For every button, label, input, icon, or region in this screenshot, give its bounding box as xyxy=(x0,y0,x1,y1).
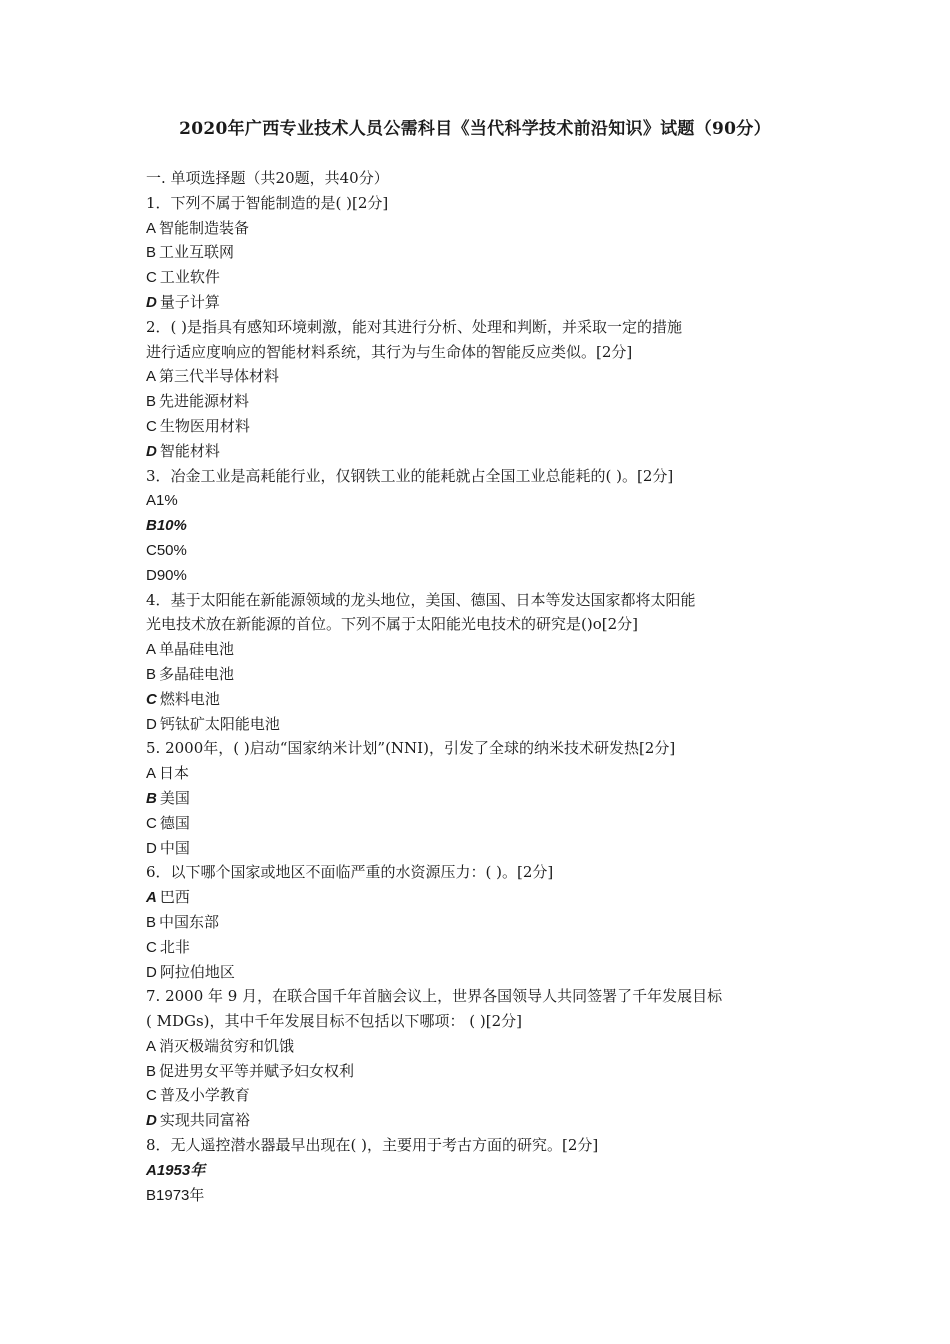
option-text: 生物医用材料 xyxy=(159,416,250,435)
question-8-option-a xyxy=(146,1158,816,1183)
question-6-text: 6．以下哪个国家或地区不面临严重的水资源压力：( )。[2分] xyxy=(146,863,554,882)
option-letter: D xyxy=(146,442,157,460)
question-4-option-d xyxy=(146,712,816,737)
option-letter: C xyxy=(146,1087,157,1105)
option-text: 工业软件 xyxy=(159,268,220,287)
option-text: 1% xyxy=(156,492,178,510)
option-letter: A xyxy=(146,492,157,510)
option-letter: C xyxy=(146,541,157,559)
question-5-text: 5. 2000年，( )启动“国家纳米计划”(NNI)，引发了全球的纳米技术研发热[2分] xyxy=(146,739,676,758)
option-letter: A xyxy=(146,765,157,783)
question-1-option-b xyxy=(146,240,816,265)
option-letter: A xyxy=(146,641,157,659)
option-letter: B xyxy=(146,1186,157,1204)
question-4-option-b xyxy=(146,662,816,687)
option-letter: B xyxy=(146,1062,157,1080)
option-text: 普及小学教育 xyxy=(159,1086,250,1105)
option-letter: D xyxy=(146,839,157,857)
option-text: 燃料电池 xyxy=(159,689,220,708)
option-text: 1973年 xyxy=(156,1186,205,1204)
option-letter: D xyxy=(146,715,157,733)
question-1-option-d xyxy=(146,290,816,315)
question-4-text: 4．基于太阳能在新能源领域的龙头地位，美国、德国、日本等发达国家都将太阳能 xyxy=(146,590,696,609)
option-letter: C xyxy=(146,814,157,832)
option-letter: A xyxy=(146,889,157,907)
option-letter: C xyxy=(146,938,157,956)
question-2-text: 进行适应度响应的智能材料系统，其行为与生命体的智能反应类似。[2分] xyxy=(146,342,633,361)
option-letter: D xyxy=(146,293,157,311)
option-text: 先进能源材料 xyxy=(159,392,250,411)
question-4-text: 光电技术放在新能源的首位。下列不属于太阳能光电技术的研究是()o[2分] xyxy=(146,615,638,634)
option-letter: A xyxy=(146,1161,157,1179)
option-text: 中国东部 xyxy=(159,912,220,931)
question-2-option-a xyxy=(146,364,816,389)
option-letter: B xyxy=(146,913,157,931)
question-5-option-d xyxy=(146,836,816,861)
option-letter: A xyxy=(146,368,157,386)
question-7-text: ( MDGs)，其中千年发展目标不包括以下哪项： ( )[2分] xyxy=(146,1012,523,1031)
option-letter: C xyxy=(146,269,157,287)
question-7-option-b xyxy=(146,1059,816,1084)
question-2-option-d xyxy=(146,439,816,464)
option-text: 智能制造装备 xyxy=(159,218,250,237)
option-letter: B xyxy=(146,665,157,683)
question-list xyxy=(146,166,816,1207)
option-text: 工业互联网 xyxy=(159,243,235,262)
question-4-option-c xyxy=(146,687,816,712)
option-letter: B xyxy=(146,517,157,535)
option-text: 单晶硅电池 xyxy=(159,640,235,659)
question-7-option-a xyxy=(146,1034,816,1059)
question-1-option-c xyxy=(146,265,816,290)
question-6-option-d xyxy=(146,960,816,985)
option-text: 量子计算 xyxy=(159,292,220,311)
option-text: 50% xyxy=(156,541,187,559)
question-2-option-b xyxy=(146,389,816,414)
option-letter: B xyxy=(146,789,157,807)
question-5-option-b xyxy=(146,786,816,811)
question-3-option-a xyxy=(146,488,816,513)
question-5-option-c xyxy=(146,811,816,836)
option-letter: A xyxy=(146,1037,157,1055)
option-text: 巴西 xyxy=(159,888,190,907)
question-5-option-a xyxy=(146,761,816,786)
option-text: 第三代半导体材料 xyxy=(159,367,280,386)
question-2-option-c xyxy=(146,414,816,439)
section-heading: 一. 单项选择题（共20题，共40分） xyxy=(146,169,389,187)
option-text: 日本 xyxy=(159,764,190,783)
option-text: 美国 xyxy=(159,788,190,807)
question-1-option-a xyxy=(146,216,816,241)
option-letter: C xyxy=(146,417,157,435)
question-3-text: 3．冶金工业是高耗能行业，仅钢铁工业的能耗就占全国工业总能耗的( )。[2分] xyxy=(146,466,674,485)
question-6-option-c xyxy=(146,935,816,960)
option-text: 阿拉伯地区 xyxy=(159,962,235,981)
option-text: 多晶硅电池 xyxy=(159,664,235,683)
option-letter: C xyxy=(146,690,157,708)
option-letter: D xyxy=(146,963,157,981)
question-4-option-a xyxy=(146,637,816,662)
document-title: 2020年广西专业技术人员公需科目《当代科学技术前沿知识》试题（90分） xyxy=(179,119,771,139)
question-8-option-b xyxy=(146,1183,816,1208)
option-text: 促进男女平等并赋予妇女权利 xyxy=(159,1061,355,1080)
option-letter: D xyxy=(146,1112,157,1130)
option-text: 北非 xyxy=(159,937,190,956)
option-text: 10% xyxy=(156,517,187,535)
question-7-text: 7. 2000 年 9 月，在联合国千年首脑会议上，世界各国领导人共同签署了千年发展目标 xyxy=(146,987,723,1006)
option-letter: B xyxy=(146,393,157,411)
option-letter: B xyxy=(146,244,157,262)
option-text: 1953年 xyxy=(156,1161,206,1179)
question-3-option-c xyxy=(146,538,816,563)
option-text: 90% xyxy=(156,566,187,584)
question-3-option-b xyxy=(146,513,816,538)
option-text: 实现共同富裕 xyxy=(159,1111,250,1130)
option-text: 消灭极端贫穷和饥饿 xyxy=(159,1036,295,1055)
question-6-option-a xyxy=(146,885,816,910)
option-text: 中国 xyxy=(159,838,190,857)
question-1-text: 1．下列不属于智能制造的是( )[2分] xyxy=(146,193,389,212)
question-3-option-d xyxy=(146,563,816,588)
question-7-option-d xyxy=(146,1108,816,1133)
option-text: 智能材料 xyxy=(159,441,220,460)
question-7-option-c xyxy=(146,1083,816,1108)
question-6-option-b xyxy=(146,910,816,935)
option-text: 钙钛矿太阳能电池 xyxy=(159,714,280,733)
option-letter: A xyxy=(146,219,157,237)
question-8-text: 8．无人遥控潜水器最早出现在( )，主要用于考古方面的研究。[2分] xyxy=(146,1136,599,1155)
option-letter: D xyxy=(146,566,157,584)
option-text: 德国 xyxy=(159,813,190,832)
question-2-text: 2．( )是指具有感知环境刺激，能对其进行分析、处理和判断，并采取一定的措施 xyxy=(146,317,683,336)
